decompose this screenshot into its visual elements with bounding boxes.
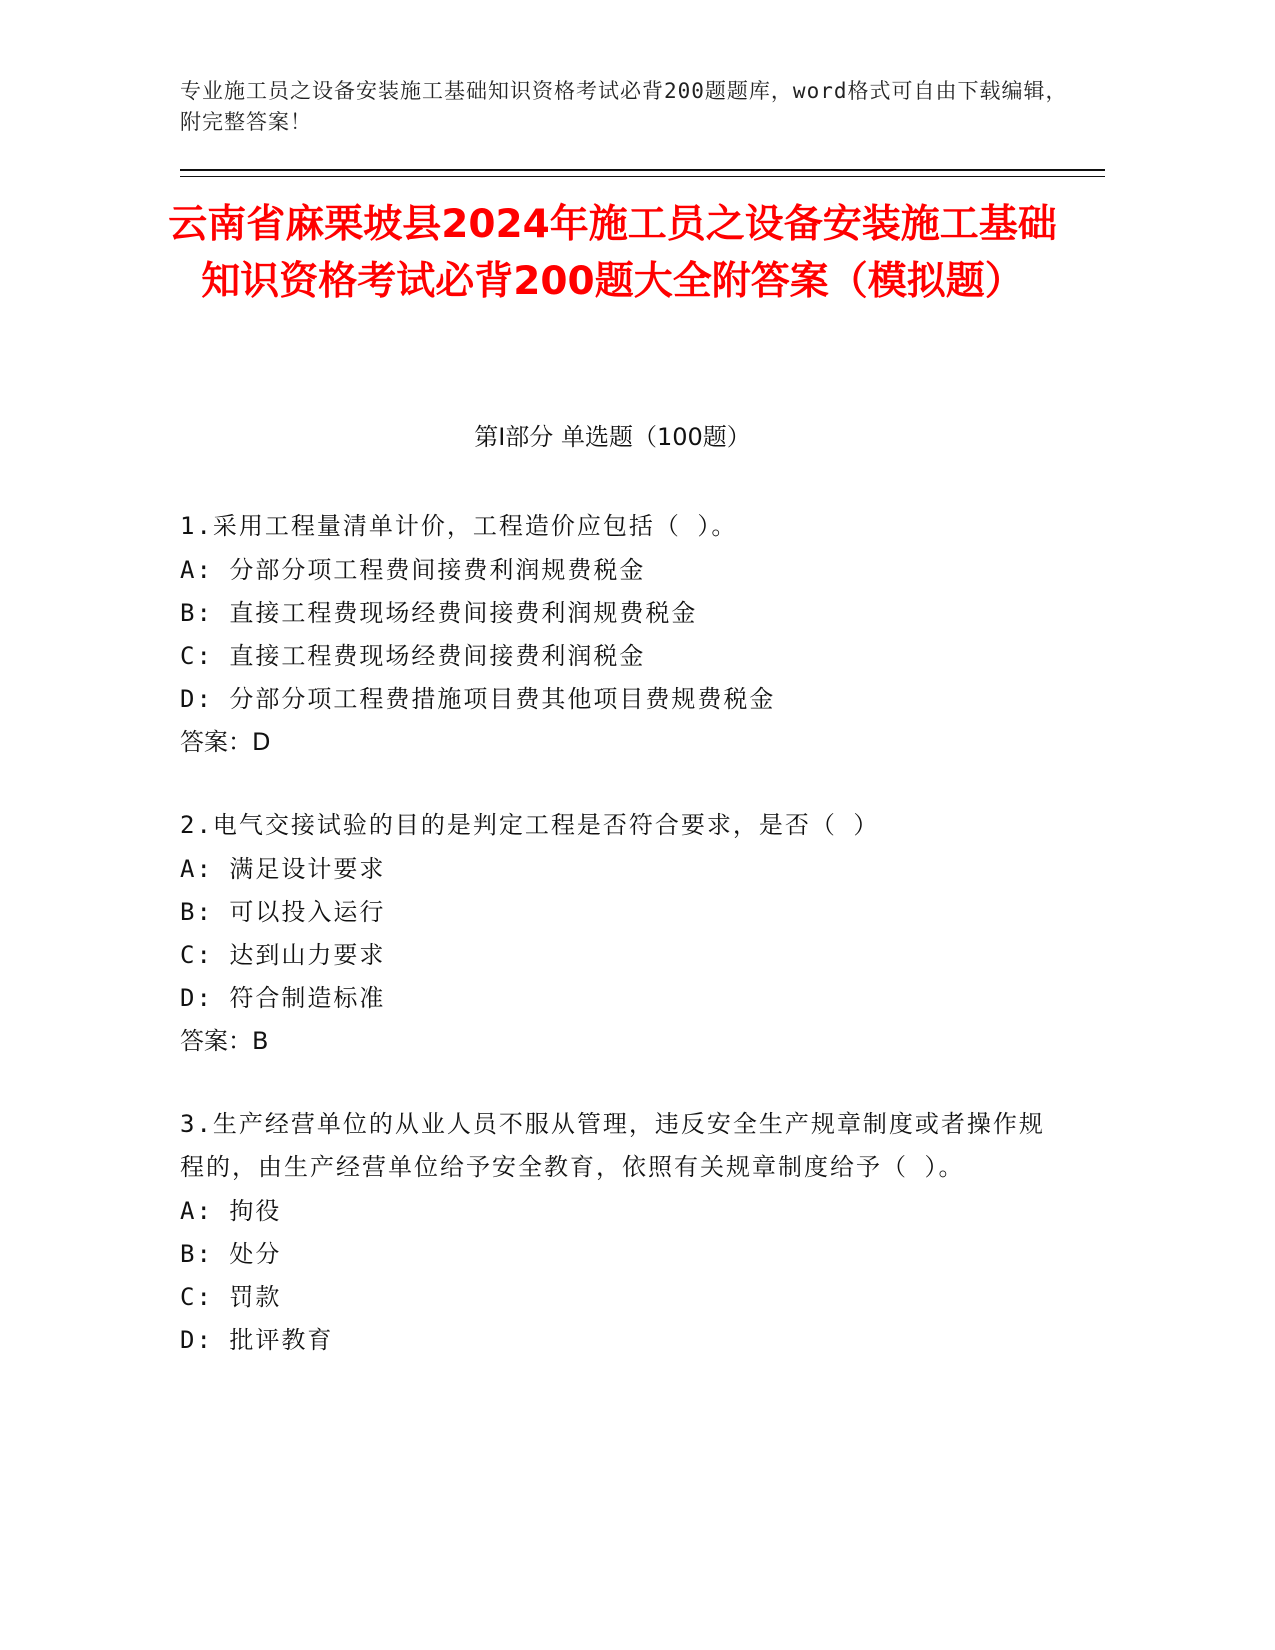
answer: 答案：D <box>180 728 271 756</box>
section-title: 第Ⅰ部分 单选题（100题） <box>474 423 751 451</box>
option-d: D: 符合制造标准 <box>180 984 386 1012</box>
option-b: B: 处分 <box>180 1240 282 1268</box>
header-note: 专业施工员之设备安装施工基础知识资格考试必背200题题库，word格式可自由下载编辑，附完整答案！ <box>180 79 1068 134</box>
option-c: C: 罚款 <box>180 1283 282 1311</box>
option-d: D: 批评教育 <box>180 1326 334 1354</box>
option-a: A: 满足设计要求 <box>180 855 386 883</box>
question-3 <box>180 1103 1060 1362</box>
document-title: 云南省麻栗坡县2024年施工员之设备安装施工基础知识资格考试必背200题大全附答案（模拟题） <box>168 202 1057 304</box>
option-b: B: 可以投入运行 <box>180 898 386 926</box>
question-stem: 3.生产经营单位的从业人员不服从管理，违反安全生产规章制度或者操作规程的，由生产经营单位给予安全教育，依照有关规章制度给予（ ）。 <box>180 1110 1045 1181</box>
question-list <box>180 505 1060 1402</box>
answer: 答案：B <box>180 1027 269 1055</box>
header-divider-thick <box>180 169 1105 171</box>
option-d: D: 分部分项工程费措施项目费其他项目费规费税金 <box>180 685 776 713</box>
option-b: B: 直接工程费现场经费间接费利润规费税金 <box>180 599 698 627</box>
question-stem: 2.电气交接试验的目的是判定工程是否符合要求，是否（ ） <box>180 811 880 839</box>
header-divider-thin <box>180 176 1105 177</box>
option-a: A: 分部分项工程费间接费利润规费税金 <box>180 556 646 584</box>
option-c: C: 达到山力要求 <box>180 941 386 969</box>
option-a: A: 拘役 <box>180 1197 282 1225</box>
question-2 <box>180 804 1060 1063</box>
question-stem: 1.采用工程量清单计价，工程造价应包括（ ）。 <box>180 512 738 540</box>
question-1 <box>180 505 1060 764</box>
option-c: C: 直接工程费现场经费间接费利润税金 <box>180 642 646 670</box>
